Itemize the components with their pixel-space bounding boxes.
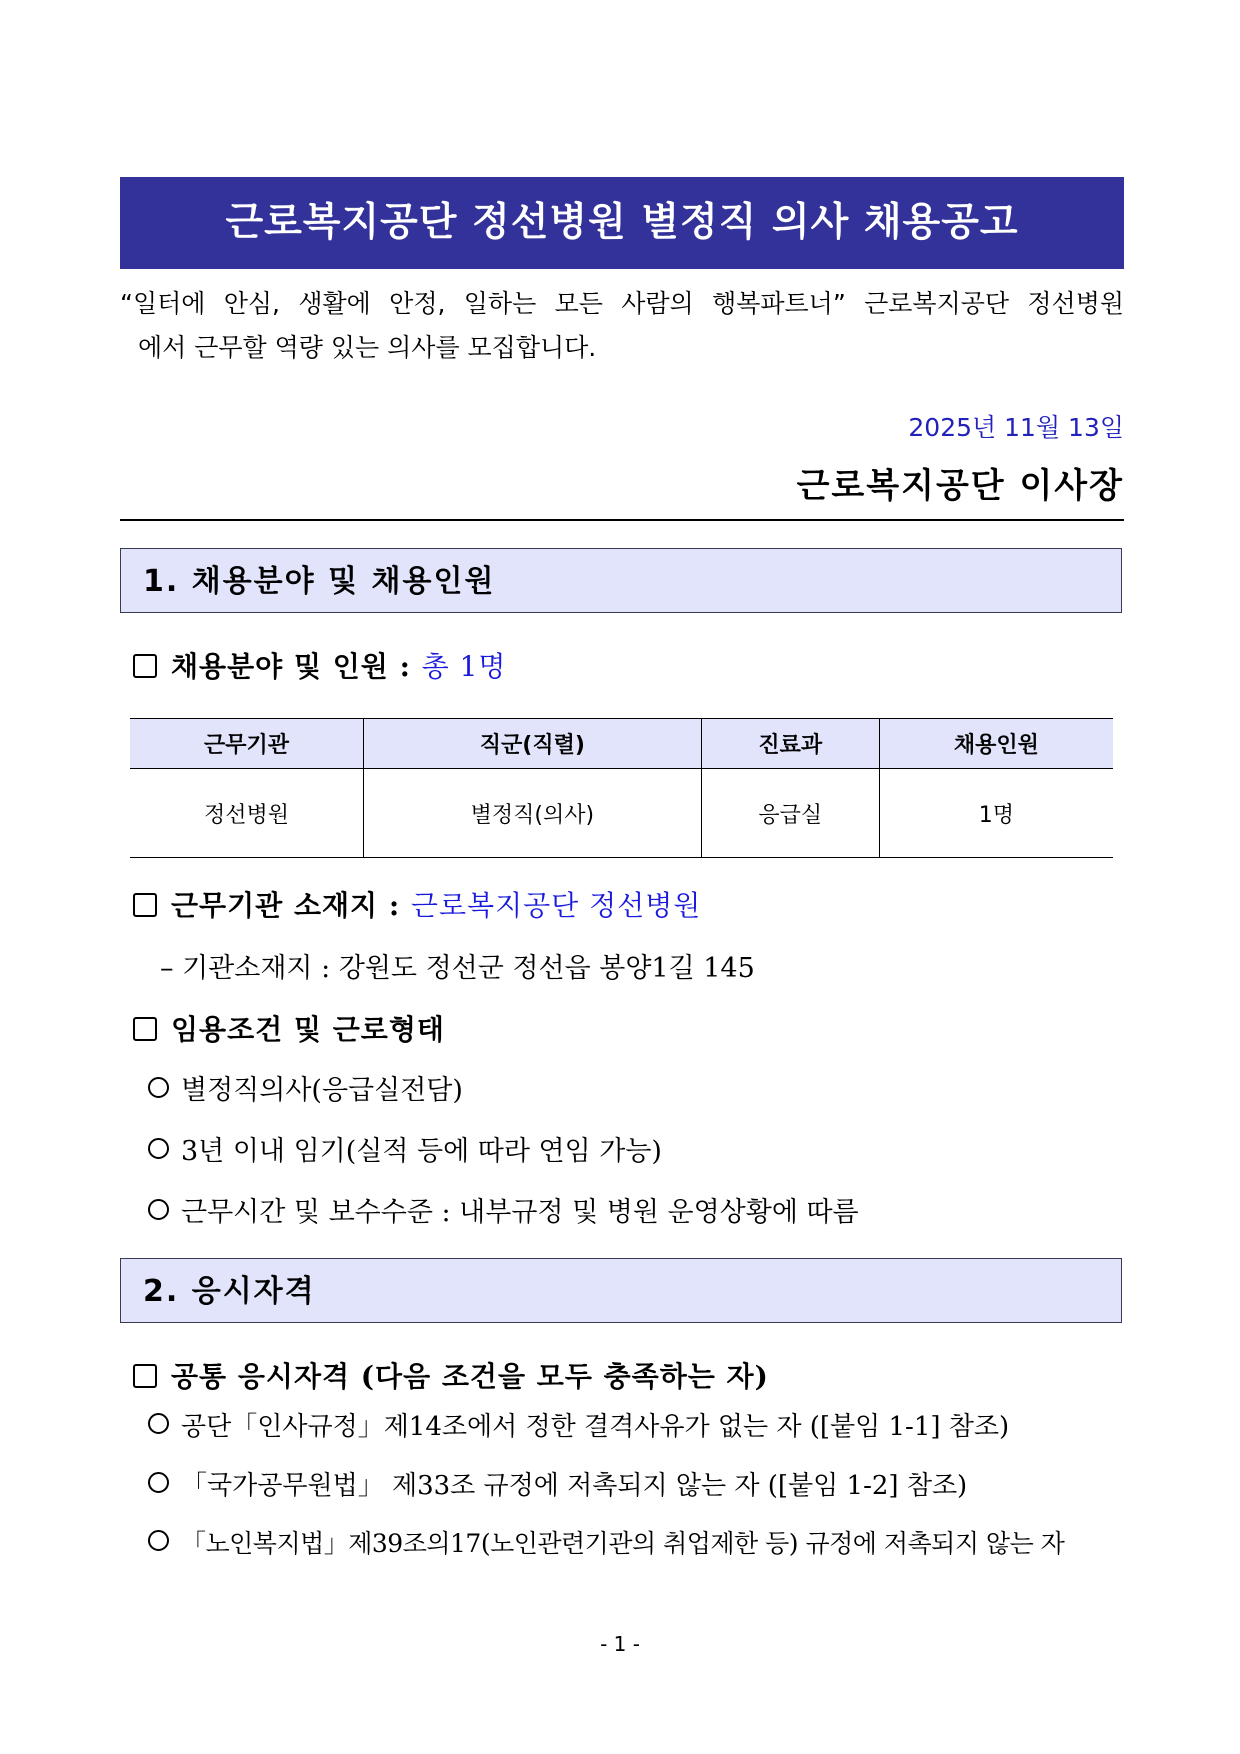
table-cell: 정선병원 [130, 769, 364, 858]
circle-bullet-icon [148, 1413, 169, 1434]
checkbox-square-icon [133, 893, 157, 917]
intro-text-line-1: “일터에 안심, 생활에 안정, 일하는 모든 사람의 행복파트너” 근로복지공단 정선병원 [120, 289, 1124, 318]
checkbox-square-icon [133, 1017, 157, 1041]
work-location-value: 근로복지공단 정선병원 [410, 889, 702, 922]
work-location-label: 근무기관 소재지 : [171, 889, 411, 922]
condition-line: 3년 이내 임기(실적 등에 따라 연임 가능) [148, 1129, 662, 1168]
common-qualification-item [133, 1355, 769, 1395]
condition-line: 근무시간 및 보수수준 : 내부규정 및 병원 운영상황에 따름 [148, 1190, 859, 1229]
page-number: - 1 - [600, 1632, 640, 1656]
section-2-heading: 2. 응시자격 [120, 1258, 1122, 1323]
recruit-field-item [133, 645, 506, 685]
circle-bullet-icon [148, 1077, 169, 1098]
table-cell: 1명 [879, 769, 1113, 858]
document-title: 근로복지공단 정선병원 별정직 의사 채용공고 [120, 177, 1124, 269]
condition-line: 별정직의사(응급실전담) [148, 1068, 463, 1107]
work-location-item [133, 884, 701, 924]
table-cell: 응급실 [701, 769, 879, 858]
circle-bullet-icon [148, 1138, 169, 1159]
table-header-cell: 진료과 [701, 719, 879, 769]
table-row [130, 769, 1113, 858]
section-1-heading: 1. 채용분야 및 채용인원 [120, 548, 1122, 613]
recruit-table [130, 718, 1113, 858]
conditions-item [133, 1008, 445, 1048]
recruit-field-label: 채용분야 및 인원 : [171, 650, 422, 683]
intro-text-line-2: 에서 근무할 역량 있는 의사를 모집합니다. [138, 333, 597, 362]
notice-date: 2025년 11월 13일 [908, 413, 1124, 442]
circle-bullet-icon [148, 1199, 169, 1220]
requirement-line: 「노인복지법」제39조의17(노인관련기관의 취업제한 등) 규정에 저촉되지 않는 자 [148, 1524, 1064, 1560]
table-cell: 별정직(의사) [364, 769, 702, 858]
checkbox-square-icon [133, 1364, 157, 1388]
table-header-cell: 채용인원 [879, 719, 1113, 769]
circle-bullet-icon [148, 1472, 169, 1493]
address-line: – 기관소재지 : 강원도 정선군 정선읍 봉양1길 145 [160, 953, 755, 984]
notice-signer: 근로복지공단 이사장 [796, 466, 1124, 506]
checkbox-square-icon [133, 654, 157, 678]
requirement-line: 「국가공무원법」 제33조 규정에 저촉되지 않는 자 ([붙임 1-2] 참조) [148, 1465, 967, 1502]
table-header-row [130, 719, 1113, 769]
header-divider [120, 519, 1124, 521]
table-header-cell: 직군(직렬) [364, 719, 702, 769]
requirement-line: 공단「인사규정」제14조에서 정한 결격사유가 없는 자 ([붙임 1-1] 참조) [148, 1406, 1009, 1443]
common-qualification-label: 공통 응시자격 (다음 조건을 모두 충족하는 자) [171, 1360, 769, 1393]
table-header-cell: 근무기관 [130, 719, 364, 769]
conditions-label: 임용조건 및 근로형태 [171, 1013, 445, 1046]
circle-bullet-icon [148, 1530, 169, 1551]
recruit-field-value: 총 1명 [421, 650, 507, 683]
